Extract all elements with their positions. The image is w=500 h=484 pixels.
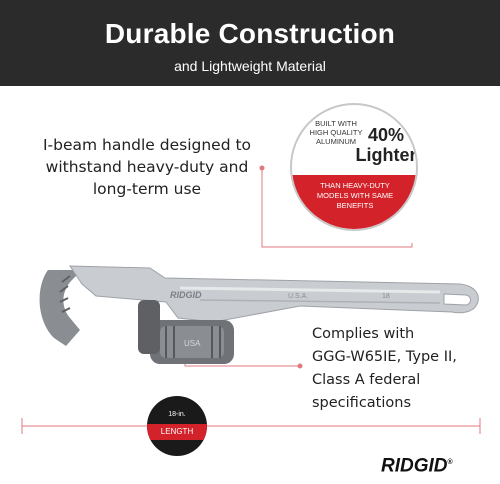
length-band xyxy=(147,424,207,440)
page-subtitle: and Lightweight Material xyxy=(174,58,326,74)
length-badge xyxy=(147,396,207,456)
lighter-badge xyxy=(290,103,418,231)
handle-callout xyxy=(36,134,258,200)
specs-callout-line-3: Class A federal xyxy=(312,372,421,388)
wrench-handle-mark-usa: U.S.A. xyxy=(288,293,309,300)
hook-jaw xyxy=(40,270,82,346)
badge-comparison-text: THAN HEAVY-DUTY MODELS WITH SAME BENEFITS xyxy=(316,181,394,210)
logo-registered-mark: ® xyxy=(447,459,453,466)
length-size: 18-in. xyxy=(168,411,186,418)
badge-percent-text: 40% Lighter xyxy=(355,125,417,165)
nut-mark: USA xyxy=(184,339,201,348)
handle-callout-line-2: withstand heavy-duty and xyxy=(45,158,249,176)
logo-text: RIDGID xyxy=(381,455,448,477)
length-label: LENGTH xyxy=(160,427,194,436)
page-title: Durable Construction xyxy=(104,18,396,49)
wrench-brand-mark: RIDGID xyxy=(170,290,202,300)
badge-red-band xyxy=(292,175,416,231)
wrench-handle xyxy=(70,266,478,322)
specs-callout-line-1: Complies with xyxy=(312,326,415,342)
ridgid-logo xyxy=(381,452,477,477)
wrench-handle-mark-size: 18 xyxy=(382,293,390,300)
specs-callout xyxy=(312,323,492,415)
specs-callout-line-2: GGG-W65IE, Type II, xyxy=(312,349,457,365)
handle-callout-line-3: long-term use xyxy=(92,180,202,198)
badge-aluminum-text: BUILT WITH HIGH QUALITY ALUMINUM xyxy=(309,119,363,146)
specs-callout-line-4: specifications xyxy=(312,395,412,411)
handle-callout-line-1: I-beam handle designed to xyxy=(42,136,252,154)
